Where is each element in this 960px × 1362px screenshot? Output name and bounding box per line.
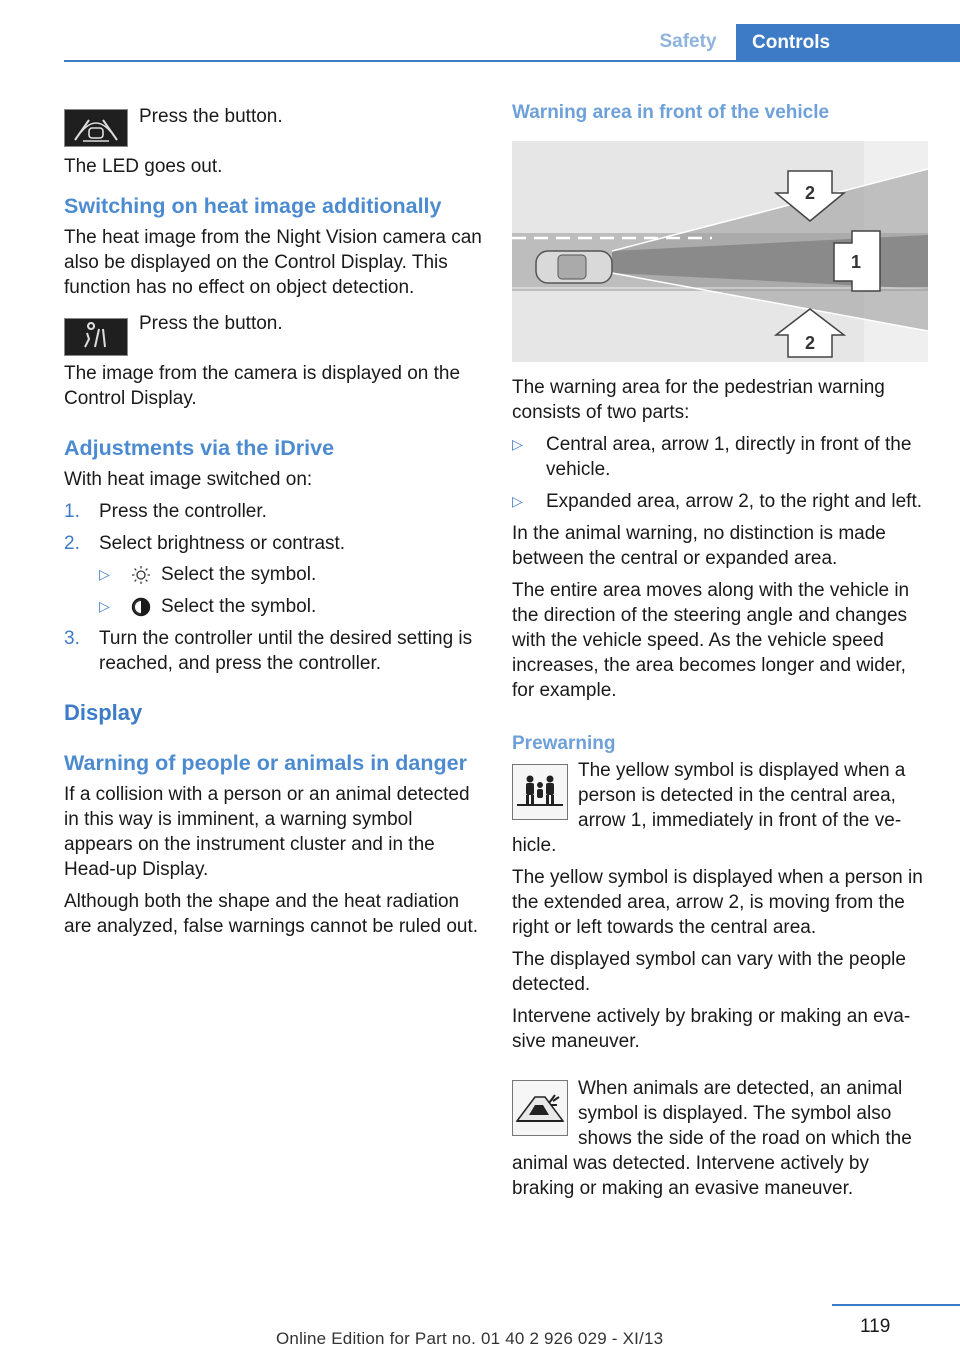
left-column xyxy=(64,100,482,946)
list-item-text: Central area, arrow 1, directly in front of the vehicle. xyxy=(546,434,912,480)
heading-warning-area: Warning area in front of the vehicle xyxy=(512,102,830,123)
warning-area-parts-list xyxy=(512,432,930,514)
night-vision-button-row xyxy=(64,100,482,138)
animal-warning-paragraph: In the animal warning, no distinction is made between the central or expanded area. xyxy=(512,523,886,569)
heat-image-button-row xyxy=(64,307,482,345)
brightness-icon xyxy=(129,564,153,586)
header-rule xyxy=(64,60,960,62)
animal-warning-icon xyxy=(512,1080,568,1136)
heading-heat-image: Switching on heat image additionally xyxy=(64,194,442,218)
yellow-symbol-extended-text: The yellow symbol is displayed when a person in the extended area, arrow 2, is moving from the right or left towards the central area. xyxy=(512,867,923,938)
yellow-symbol-central-text: The yellow symbol is displayed when a person is detected in the central area, arrow 1, immediately in front of the vehicle. xyxy=(512,760,906,856)
footer-rule xyxy=(832,1304,960,1306)
person-warning-block xyxy=(512,758,930,858)
step-item xyxy=(64,531,482,619)
heat-image-button-icon xyxy=(64,318,128,356)
sub-item-brightness xyxy=(99,562,482,587)
bullet-triangle-icon: ▷ xyxy=(99,566,110,582)
heading-warning-people-animals: Warning of people or animals in danger xyxy=(64,751,467,775)
bullet-triangle-icon: ▷ xyxy=(512,436,523,452)
edition-footer: Online Edition for Part no. 01 40 2 926 029 - XI/13 xyxy=(276,1329,664,1348)
press-button-text-2: Press the button. xyxy=(139,313,283,334)
heading-prewarning: Prewarning xyxy=(512,733,616,754)
bullet-triangle-icon: ▷ xyxy=(512,493,523,509)
sub-item-contrast xyxy=(99,594,482,619)
diagram-arrow-middle-label: 1 xyxy=(850,252,862,272)
area-moves-paragraph: The entire area moves along with the vehicle in the direction of the steering angle and changes with the vehicle speed. As the vehicle speed increases, the area becomes longer and wider, for example. xyxy=(512,580,910,701)
header-chapter-controls: Controls xyxy=(736,24,960,62)
adjustment-steps xyxy=(64,499,482,676)
led-out-text: The LED goes out. xyxy=(64,156,223,177)
step-text: Select brightness or contrast. xyxy=(99,533,346,554)
step-number: 1. xyxy=(64,501,80,522)
warning-area-diagram xyxy=(512,141,928,362)
step-text: Turn the controller until the desired setting is reached, and press the controller. xyxy=(99,628,473,674)
diagram-arrow-bottom-label: 2 xyxy=(804,333,816,353)
sub-item-text: Select the symbol. xyxy=(161,564,317,585)
camera-display-paragraph: The image from the camera is displayed on the Control Display. xyxy=(64,363,461,409)
false-warnings-paragraph: Although both the shape and the heat radiation are analyzed, false warnings cannot be ruled out. xyxy=(64,891,479,937)
right-column xyxy=(512,100,930,1208)
sub-item-text: Select the symbol. xyxy=(161,596,317,617)
step-text: Press the controller. xyxy=(99,501,267,522)
diagram-arrow-top-label: 2 xyxy=(804,183,816,203)
symbol-varies-text: The displayed symbol can vary with the people detected. xyxy=(512,949,906,995)
warning-area-paragraph: The warning area for the pedestrian warning consists of two parts: xyxy=(512,377,885,423)
warning-paragraph: If a collision with a person or an animal detected in this way is imminent, a warning symbol appears on the instrument cluster and in the Head-up Display. xyxy=(64,784,470,880)
step-item xyxy=(64,499,482,524)
header-section-safety: Safety xyxy=(659,31,717,52)
animal-symbol-text: When animals are detected, an animal symbol is displayed. The symbol also shows the side of the road on which the animal was detected. Intervene actively by braking or making an evasive maneuver. xyxy=(512,1078,912,1199)
bullet-triangle-icon: ▷ xyxy=(99,598,110,614)
adjustments-intro: With heat image switched on: xyxy=(64,469,313,490)
step-number: 3. xyxy=(64,628,80,649)
contrast-icon xyxy=(129,596,153,618)
step-number: 2. xyxy=(64,533,80,554)
intervene-text: Intervene actively by braking or making an evasive maneuver. xyxy=(512,1006,911,1052)
step-sub-list xyxy=(99,562,482,619)
list-item-text: Expanded area, arrow 2, to the right and left. xyxy=(546,491,923,512)
heading-adjustments: Adjustments via the iDrive xyxy=(64,436,335,460)
press-button-text-1: Press the button. xyxy=(139,106,283,127)
heading-display: Display xyxy=(64,700,143,725)
night-vision-button-icon xyxy=(64,109,128,147)
pedestrian-warning-icon xyxy=(512,764,568,820)
page-number: 119 xyxy=(860,1316,891,1337)
list-item xyxy=(512,432,930,482)
animal-warning-block xyxy=(512,1076,930,1201)
step-item xyxy=(64,626,482,676)
heat-image-paragraph: The heat image from the Night Vision camera can also be displayed on the Control Display. This function has no effect on object detection. xyxy=(64,227,482,298)
list-item xyxy=(512,489,930,514)
